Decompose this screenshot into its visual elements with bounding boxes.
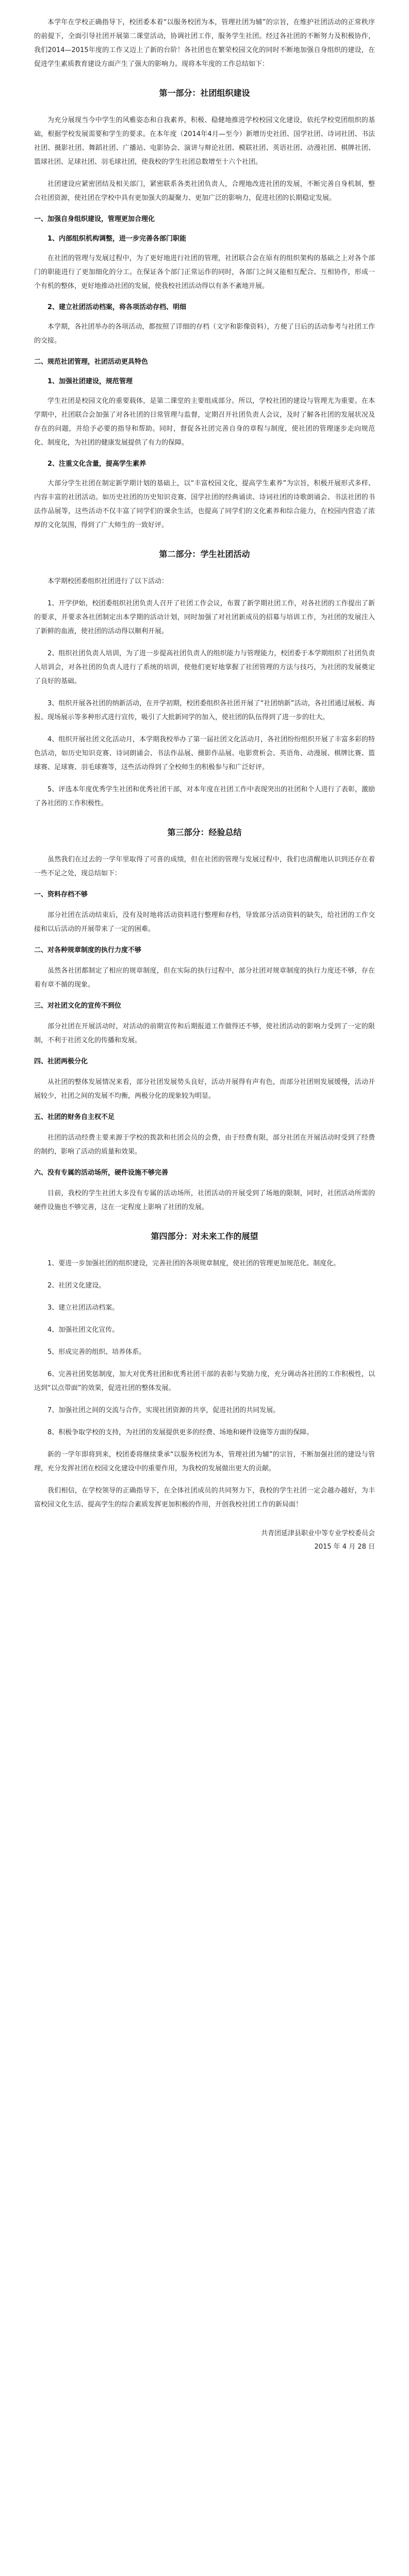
part-heading: 第三部分：经验总结 (167, 827, 242, 837)
paragraph: 4、加强社团文化宣传。 (47, 1326, 119, 1334)
paragraph: 2、组织社团负责人培训，为了进一步提高社团负责人的组织能力与管理能力，校团委于本学期组织了社团负责人培训会，对各社团的负责人进行了系统的培训，使他们更好地掌握了社团管理的方法与技巧，为社团的发展奠定了良好的基础。 (34, 650, 375, 685)
paragraph: 1、开学伊始，校团委组织社团负责人召开了社团工作会议，布置了新学期社团工作，对各社团的工作提出了新的要求，并要求各社团制定出本学期的活动计划，同时加强了对社团新成员的招募与培训工作，为社团的发展注入了新鲜的血液，使社团的活动得以顺利开展。 (34, 600, 375, 635)
paragraph: 5、评选本年度优秀学生社团和优秀社团干部，对本年度在社团工作中表现突出的社团和个人进行了表彰，激励了各社团的工作积极性。 (34, 786, 375, 807)
paragraph: 7、加强社团之间的交流与合作，实现社团资源的共享，促进社团的共同发展。 (47, 1406, 280, 1414)
paragraph: 3、建立社团活动档案。 (47, 1304, 119, 1312)
paragraph: 在社团的管理与发展过程中，为了更好地进行社团的管理，社团联合会在原有的组织架构的基础之上对各个部门的职能进行了更加细化的分工。在保证各个部门正常运作的同时，各部门之间又能相互配合、互相协作，形成一个有机的整体，更好地推动社团的发展，使我校社团活动得以有条不紊地开展。 (34, 255, 375, 290)
paragraph: 学生社团是校园文化的重要载体，是第二课堂的主要组成部分。所以，学校社团的建设与管理尤为重要。在本学期中，社团联合会加强了对各社团的日常管理与监督，定期召开社团负责人会议，及时了解各社团的发展状况及存在的问题，并给予必要的指导和帮助。同时，督促各社团完善自身的章程与制度，使社团的管理逐步走向规范化、制度化，为社团的健康发展提供了有力的保障。 (34, 397, 375, 447)
paragraph: 社团建设应紧密团结及相关部门，紧密联系各类社团负责人，合理地改进社团的发展，不断完善自身机制，整合社团资源，使社团在学校中具有更加强大的凝聚力、更加广泛的影响力，促进社团的长期稳定发展。 (34, 180, 375, 202)
section-heading: 六、没有专属的活动场所，硬件设施不够完善 (34, 1169, 169, 1177)
section-heading: 二、对各种规章制度的执行力度不够 (34, 946, 142, 954)
paragraph: 3、组织开展各社团的纳新活动，在开学初期，校团委组织各社团开展了“社团纳新”活动，各社团通过展板、海报、现场展示等多种形式进行宣传，吸引了大批新同学的加入，使社团的队伍得到了进一步的壮大。 (34, 700, 375, 721)
paragraph: 2、社团文化建设。 (47, 1282, 106, 1290)
paragraph: 5、形成完善的组织、培养体系。 (47, 1348, 146, 1356)
paragraph: 从社团的整体发展情况来看，部分社团发展势头良好，活动开展得有声有色，而部分社团则发展缓慢，活动开展较少，社团之间的发展不均衡，两极分化的现象较为明显。 (34, 1078, 375, 1100)
subsection-heading: 2、注重文化含量，提高学生素养 (47, 460, 146, 468)
section-heading: 三、对社团文化的宣传不到位 (34, 1002, 122, 1010)
paragraph: 我们相信，在学校领导的正确指导下，在全体社团成员的共同努力下，我校的学生社团一定会越办越好，为丰富校园文化生活、提高学生的综合素质发挥更加积极的作用，开创我校社团工作的新局面！ (34, 1487, 375, 1509)
paragraph: 4、组织开展社团文化活动月，本学期我校举办了第一届社团文化活动月，各社团纷纷组织开展了丰富多彩的特色活动，如历史知识竞赛、诗词朗诵会、书法作品展、摄影作品展、电影赏析会、英语角、动漫展、棋牌比赛、篮球赛、足球赛、羽毛球赛等，这些活动得到了全校师生的积极参与和广泛好评。 (34, 736, 375, 771)
paragraph: 虽然各社团都制定了相应的规章制度，但在实际的执行过程中，部分社团对规章制度的执行力度还不够，存在着有章不循的现象。 (34, 967, 375, 989)
subsection-heading: 1、加强社团建设，规范管理 (47, 378, 133, 385)
part-heading: 第二部分：学生社团活动 (159, 549, 250, 559)
paragraph: 6、完善社团奖惩制度，加大对优秀社团和优秀社团干部的表彰与奖励力度，充分调动各社团的工作积极性，以达到“以点带面”的效果，促进社团的整体发展。 (34, 1370, 375, 1392)
section-heading: 二、规范社团管理，社团活动更具特色 (34, 358, 149, 366)
signature-organization: 共青团延津县职业中等专业学校委员会 (260, 1530, 375, 1537)
paragraph: 部分社团在活动结束后，没有及时地将活动资料进行整理和存档，导致部分活动资料的缺失，给社团的工作交接和以后活动的开展带来了一定的困难。 (34, 911, 375, 933)
paragraph: 社团的活动经费主要来源于学校的拨款和社团会员的会费，由于经费有限，部分社团在开展活动时受到了经费的制约，影响了活动的质量和效果。 (34, 1134, 375, 1156)
signature-date: 2015 年 4 月 28 日 (314, 1543, 375, 1551)
part-heading: 第一部分：社团组织建设 (159, 88, 250, 98)
paragraph: 为充分展现当今中学生的风雅姿态和自我素养，积极、稳健地推进学校校园文化建设，依托学校党团组织的基础，根据学校发展需要和学生的要求。在本年度（2014年4月—至今）新增历史社团、国学社团、诗词社团、书法社团、摄影社团、舞蹈社团、广播站、电影协会、演讲与辩论社团、模联社团、英语社团、动漫社团、棋牌社团、篮球社团、足球社团、羽毛球社团，使我校的学生社团总数增至十六个社团。 (34, 116, 375, 166)
part-heading: 第四部分：对未来工作的展望 (151, 1231, 258, 1241)
subsection-heading: 1、内部组织机构调整，进一步完善各部门职能 (47, 235, 187, 243)
section-heading: 四、社团两极分化 (34, 1058, 88, 1065)
section-heading: 五、社团的财务自主权不足 (34, 1113, 115, 1121)
paragraph: 本学期校团委组织社团进行了以下活动： (47, 578, 169, 585)
subsection-heading: 2、建立社团活动档案，将各项活动存档、明细 (47, 303, 187, 311)
paragraph: 虽然我们在过去的一学年里取得了可喜的成绩，但在社团的管理与发展过程中，我们也清醒地认识到还存在着一些不足之处，现总结如下： (34, 856, 375, 877)
paragraph: 本学年在学校正确指导下，校团委本着“以服务校团为本，管理社团为辅”的宗旨，在维护社团活动的正常秩序的前提下，全面引导社团开展第二课堂活动，协调社团工作，服务学生社团。经过各社团的不断努力及积极协作，我们2014—2015年度的工作又迈上了新的台阶！各社团也在繁荣校园文化的同时不断地加强自身组织的建设，在促进学生素质教育建设方面产生了强大的影响力。现将本年度的工作总结如下： (34, 19, 375, 68)
paragraph: 目前，我校的学生社团大多没有专属的活动场所，社团活动的开展受到了场地的限制，同时，社团活动所需的硬件设施也不够完善，这在一定程度上影响了社团的发展。 (34, 1190, 375, 1211)
paragraph: 大部分学生社团在制定新学期计划的基础上，以“丰富校园文化，提高学生素养”为宗旨，积极开展形式多样、内容丰富的社团活动。如历史社团的历史知识竞赛、国学社团的经典诵读、诗词社团的诗歌朗诵会、书法社团的书法作品展等，这些活动不仅丰富了同学们的课余生活，也提高了同学们的文化素养和综合能力，在校园内营造了浓厚的文化氛围，得到了广大师生的一致好评。 (34, 480, 375, 529)
paragraph: 1、要进一步加强社团的组织建设，完善社团的各项规章制度，使社团的管理更加规范化、制度化。 (47, 1260, 340, 1267)
document-body (34, 15, 375, 1512)
paragraph: 部分社团在开展活动时，对活动的前期宣传和后期报道工作做得还不够，使社团活动的影响力受到了一定的限制，不利于社团文化的传播和发展。 (34, 1023, 375, 1044)
section-heading: 一、资料存档不够 (34, 891, 88, 899)
paragraph: 本学期，各社团举办的各项活动，都按照了详细的存档（文字和影像资料），方便了日后的活动参考与社团工作的交接。 (34, 323, 375, 345)
paragraph: 新的一学年即将到来，校团委将继续秉承“以服务校团为本，管理社团为辅”的宗旨，不断加强社团的建设与管理，充分发挥社团在校园文化建设中的重要作用，为我校的发展做出更大的贡献。 (34, 1451, 375, 1472)
paragraph: 8、积极争取学校的支持，为社团的发展提供更多的经费、场地和硬件设施等方面的保障。 (47, 1429, 314, 1436)
section-heading: 一、加强自身组织建设，管理更加合理化 (34, 215, 155, 223)
